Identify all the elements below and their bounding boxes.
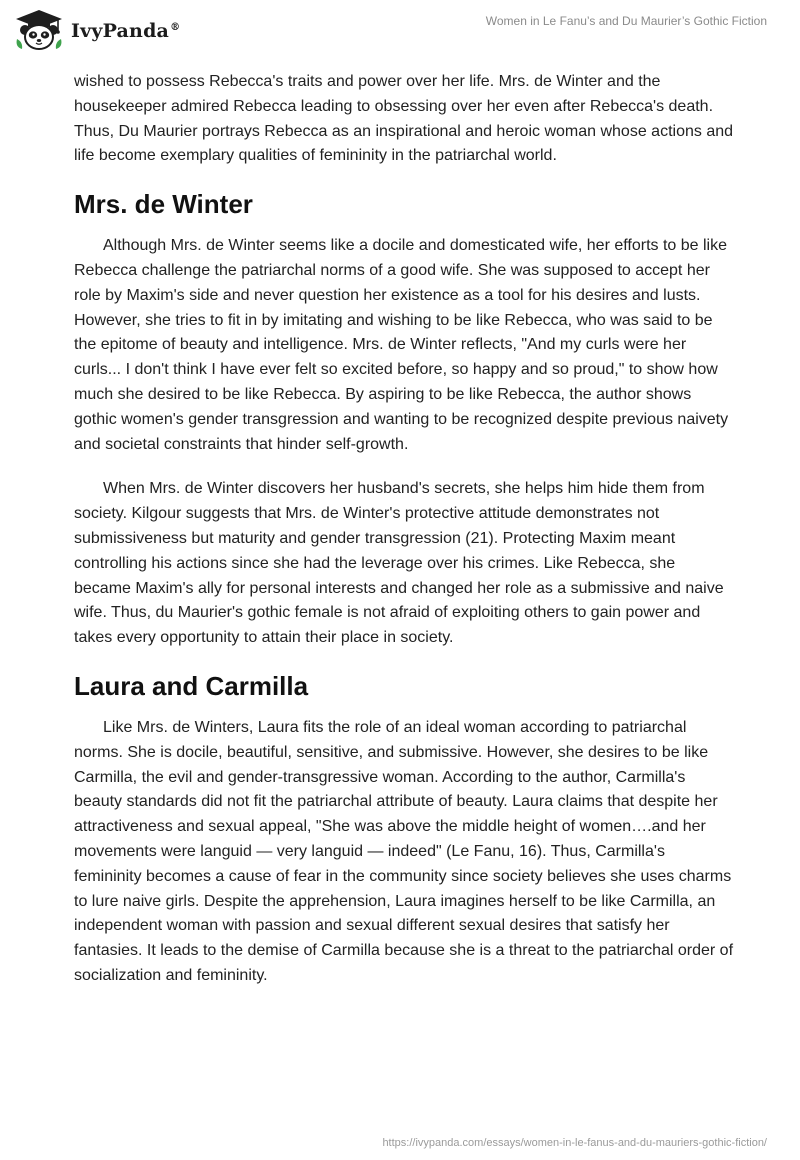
section-heading-mrs-de-winter: Mrs. de Winter xyxy=(74,189,253,220)
panda-graduate-icon xyxy=(14,9,64,51)
paragraph: When Mrs. de Winter discovers her husband's secrets, she helps him hide them from society. Kilgour suggests that Mrs. de Winter's protective attitude demonstrates not submissiveness but maturity and gender transgression (21). Protecting Maxim meant controlling his actions since she had the leverage over his crimes. Like Rebecca, she became Maxim's ally for personal interests and changed her role as a submissive and naive wife. Thus, du Maurier's gothic female is not afraid of exploiting others to gain power and takes every opportunity to attain their place in society. xyxy=(74,480,724,647)
intro-paragraph: wished to possess Rebecca's traits and power over her life. Mrs. de Winter and the housekeeper admired Rebecca leading to obsessing over her even after Rebecca's death. Thus, Du Maurier portrays Rebecca as an inspirational and heroic woman whose actions and life become exemplary qualities of femininity in the patriarchal world. xyxy=(74,73,734,165)
brand-logo[interactable] xyxy=(14,9,180,51)
page-header xyxy=(0,0,800,60)
source-url[interactable]: https://ivypanda.com/essays/women-in-le-fanus-and-du-mauriers-gothic-fiction/ xyxy=(382,1137,767,1149)
paragraph: Although Mrs. de Winter seems like a docile and domesticated wife, her efforts to be like Rebecca challenge the patriarchal norms of a good wife. She was supposed to accept her role by Maxim's side and never question her existence as a tool for his desires and lusts. However, she tries to fit in by imitating and wishing to be like Rebecca, who was said to be the epitome of beauty and intelligence. Mrs. de Winter reflects, "And my curls were her curls... I don't think I have ever felt so excited before, so happy and so proud," to show how much she desired to be like Rebecca. By aspiring to be like Rebecca, the author shows gothic women's gender transgression and wanting to be recognized despite previous naivety and societal constraints that hinder self-growth. xyxy=(74,237,729,453)
document-title: Women in Le Fanu’s and Du Maurier’s Gothic Fiction xyxy=(485,14,767,28)
section-heading-laura-and-carmilla: Laura and Carmilla xyxy=(74,670,309,701)
brand-name: IvyPanda® xyxy=(71,20,181,42)
paragraph: Like Mrs. de Winters, Laura fits the role of an ideal woman according to patriarchal norms. She is docile, beautiful, sensitive, and submissive. However, she desires to be like Carmilla, the evil and gender-transgressive woman. According to the author, Carmilla's beauty standards did not fit the patriarchal attribute of beauty. Laura claims that despite her attractiveness and sexual appeal, "She was above the middle height of women….and her movements were languid — very languid — indeed" (Le Fanu, 16). Thus, Carmilla's femininity becomes a cause of fear in the community since society believes she uses charms to lure naive girls. Despite the apprehension, Laura imagines herself to be like Carmilla, an independent woman with passion and sexual different sexual desires that satisfy her fantasies. It leads to the demise of Carmilla because she is a threat to the patriarchal order of socialization and femininity. xyxy=(74,718,734,984)
essay-content xyxy=(74,70,734,1009)
